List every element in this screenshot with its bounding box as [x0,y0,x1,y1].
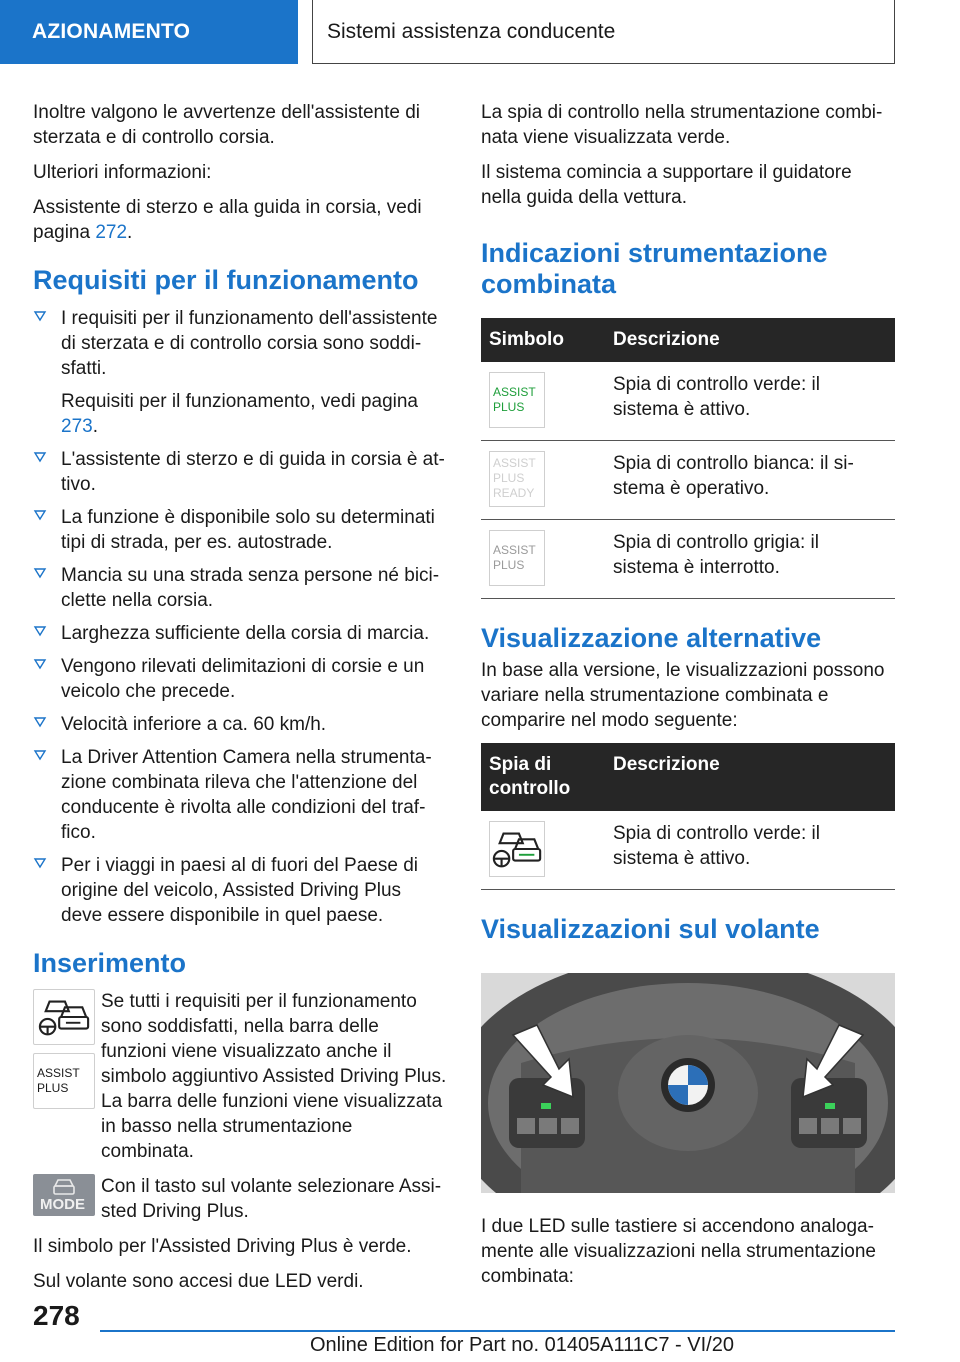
list-item-text: L'assistente di sterzo e di guida in corsia è attivo. [61,449,445,495]
activation-heading: Inserimento [33,948,187,978]
table-cell-description: Spia di controllo grigia: il sistema è interrotto. [605,520,895,599]
page-title: Sistemi assistenza conducente [312,0,895,64]
activation-text: Se tutti i requisiti per il funzionamento sono soddisfatti, nella barra delle funzioni viene visualizzato anche il simbolo aggiuntivo Assisted Driving Plus. La barra delle funzioni viene visualizzata in basso nella strumentazione combinata. [101,991,447,1162]
sub-text: Requisiti per il funzionamento, vedi pagina [61,391,418,412]
table-row [481,520,895,599]
alternative-text: In base alla versione, le visualizzazioni possono variare nella strumentazione combinata e comparire nel modo seguente: [481,660,885,731]
list-item [33,505,447,555]
table-cell-description: Spia di controllo verde: il sistema è attivo. [605,811,895,890]
triangle-bullet-icon [33,624,47,638]
more-info-text: Assistente di sterzo e alla guida in corsia, vedi pagina [33,197,422,243]
list-item-text: Velocità inferiore a ca. 60 km/h. [61,714,327,735]
list-item [33,306,447,439]
assisted-driving-icon [33,989,95,1045]
wheel-text: I due LED sulle tastiere si accendono analogamente alle visualizzazioni nella strumentazione combinata: [481,1216,876,1287]
page-number: 278 [33,1300,80,1331]
triangle-bullet-icon [33,856,47,870]
list-item [33,745,447,845]
triangle-bullet-icon [33,450,47,464]
outro-paragraph: Il simbolo per l'Assisted Driving Plus è verde. [33,1236,412,1257]
alternative-heading: Visualizzazione alternative [481,623,822,653]
list-item [33,621,447,646]
list-item [33,563,447,613]
triangle-bullet-icon [33,748,47,762]
intro-paragraph: Inoltre valgono le avvertenze dell'assistente di sterzata e di controllo corsia. [33,102,421,148]
assist-label: ASSIST [493,456,536,470]
list-item-text: I requisiti per il funzionamento dell'assistente di sterzata e di controllo corsia sono soddisfatti. [61,308,438,379]
ready-label: READY [493,486,535,500]
table-header-description: Descrizione [605,743,895,811]
list-item-text: Larghezza sufficiente della corsia di marcia. [61,623,430,644]
list-item-text: Mancia su una strada senza persone né biciclette nella corsia. [61,565,440,611]
intro-paragraph: La spia di controllo nella strumentazione combinata viene visualizzata verde. [481,102,883,148]
right-column [481,100,895,1299]
assist-plus-ready-white-icon [489,451,545,507]
assist-plus-green-icon [489,372,545,428]
left-column [33,100,447,1304]
list-item-text: La funzione è disponibile solo su determinati tipi di strada, per es. autostrade. [61,507,435,553]
mode-button-icon [33,1174,95,1216]
table-cell-description: Spia di controllo bianca: il sistema è operativo. [605,441,895,520]
table-row [481,811,895,890]
table-header-indicator: Spia di controllo [481,743,605,811]
page-link-272[interactable]: 272 [95,222,128,243]
assist-plus-grey-icon [489,530,545,586]
alternative-indicator-table [481,743,895,890]
indications-heading: Indicazioni strumentazione combinata [481,238,828,299]
table-header-description: Descrizione [605,318,895,362]
indicator-table [481,318,895,599]
page-link-273[interactable]: 273 [61,416,93,437]
wheel-heading: Visualizzazioni sul volante [481,914,820,944]
assisted-driving-green-icon [489,821,545,877]
triangle-bullet-icon [33,566,47,580]
triangle-bullet-icon [33,508,47,522]
triangle-bullet-icon [33,657,47,671]
list-item [33,712,447,737]
assist-label: ASSIST [493,385,536,399]
steering-wheel-photo [481,973,895,1193]
list-item [33,853,447,928]
intro-paragraph: Ulteriori informazioni: [33,162,212,183]
footer-divider [100,1330,895,1332]
section-tab[interactable]: AZIONAMENTO [0,0,298,64]
mode-block [33,1174,447,1224]
triangle-bullet-icon [33,309,47,323]
more-info-paragraph: Assistente di sterzo e alla guida in corsia, vedi pagina 272. [33,197,422,243]
triangle-bullet-icon [33,715,47,729]
assist-label: ASSIST [493,543,536,557]
plus-label: PLUS [493,558,525,572]
plus-label: PLUS [37,1081,69,1095]
table-cell-description: Spia di controllo verde: il sistema è attivo. [605,362,895,441]
activation-block [33,989,447,1164]
mode-text: Con il tasto sul volante selezionare Assisted Driving Plus. [101,1176,442,1222]
mode-label: MODE [40,1196,85,1213]
table-row [481,441,895,520]
footer-edition: Online Edition for Part no. 01405A111C7 - VI/20 [310,1334,734,1356]
plus-label: PLUS [493,400,525,414]
requirements-list [33,306,447,928]
list-item [33,654,447,704]
table-row [481,362,895,441]
outro-paragraph: Sul volante sono accesi due LED verdi. [33,1271,364,1292]
table-header-symbol: Simbolo [481,318,605,362]
list-item-text: Per i viaggi in paesi al di fuori del Paese di origine del veicolo, Assisted Driving Plus deve essere disponibile in quel paese. [61,855,418,926]
plus-label: PLUS [493,471,525,485]
requirements-heading: Requisiti per il funzionamento [33,265,419,295]
assist-plus-icon [33,1053,95,1109]
assist-label: ASSIST [37,1066,80,1080]
list-item-text: La Driver Attention Camera nella strumentazione combinata rileva che l'attenzione del conducente è rivolta alle condizioni del traffico. [61,747,432,843]
intro-paragraph: Il sistema comincia a supportare il guidatore nella guida della vettura. [481,162,852,208]
list-sub-text: Requisiti per il funzionamento, vedi pagina 273. [61,391,418,437]
list-item [33,447,447,497]
list-item-text: Vengono rilevati delimitazioni di corsie e un veicolo che precede. [61,656,425,702]
